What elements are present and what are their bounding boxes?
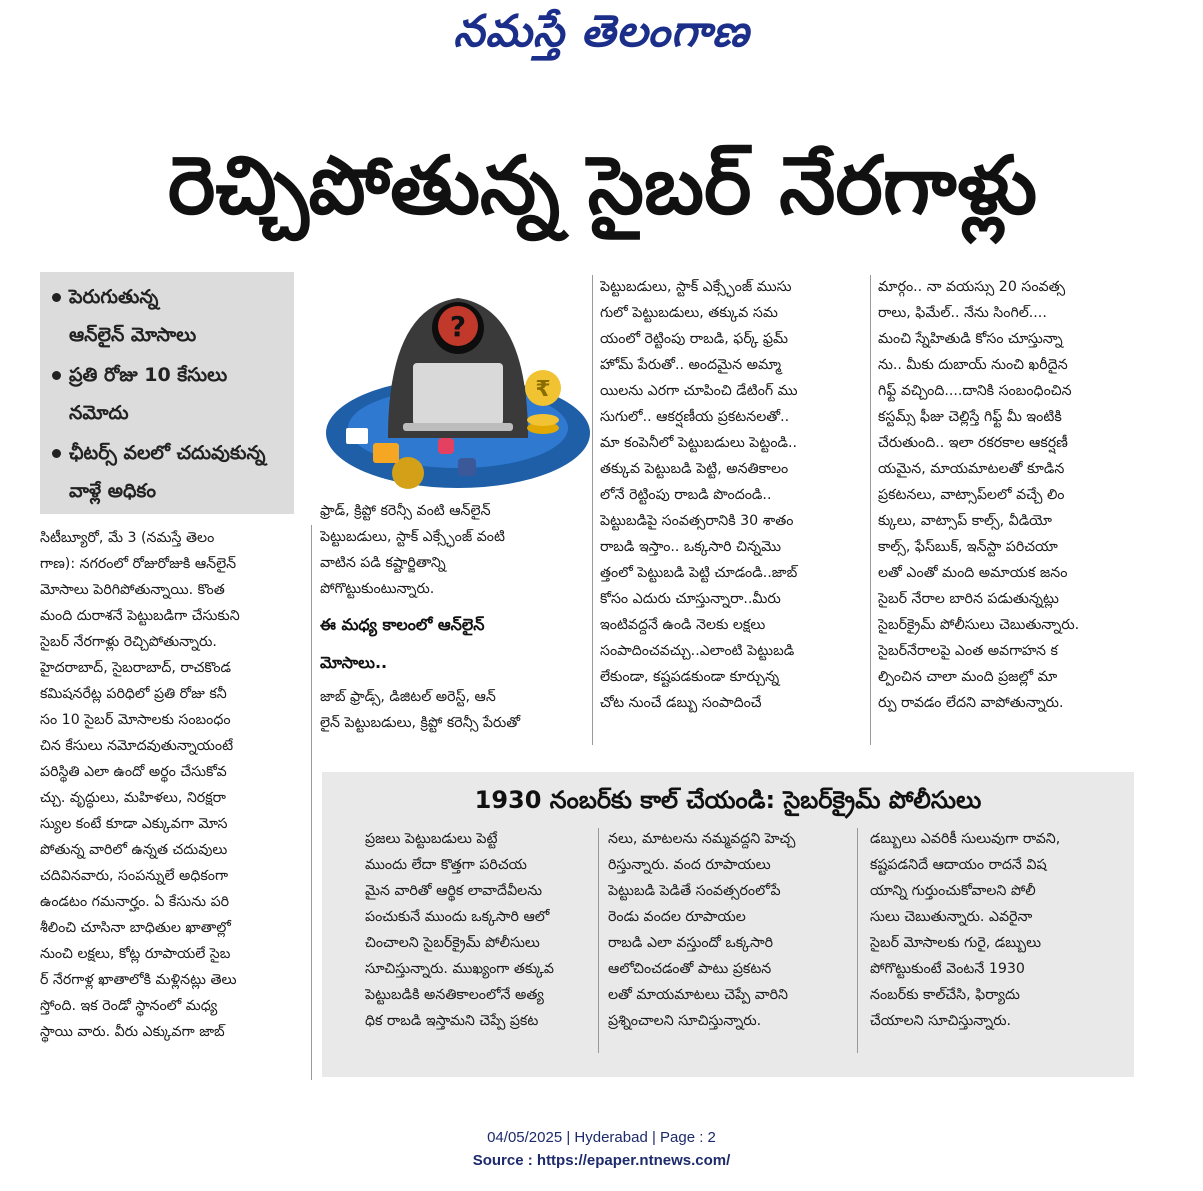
text-line: గులో పెట్టుబడులు, తక్కువ సమ	[600, 305, 778, 321]
article-column-1	[40, 525, 302, 1085]
section-subhead: ఈ మధ్య కాలంలో ఆన్‌లైన్	[320, 615, 485, 634]
page-info: 04/05/2025 | Hyderabad | Page : 2	[487, 1129, 716, 1146]
text-line: డబ్బులు ఎవరికీ సులువుగా రావని,	[870, 831, 1061, 847]
helpline-column-1	[365, 826, 585, 1056]
highlights-box	[40, 272, 294, 514]
text-line: పెట్టుబడులు, స్టాక్ ఎక్స్ఛేంజ్ వంటి	[320, 529, 505, 545]
text-line: చిన కేసులు నమోదవుతున్నాయంటే	[40, 738, 234, 754]
text-line: ప్రశ్నించాలని సూచిస్తున్నారు.	[608, 1013, 762, 1029]
helpline-column-2-text	[608, 826, 840, 1034]
text-line: హైదరాబాద్, సైబరాబాద్, రాచకొండ	[40, 660, 232, 676]
highlight-item: ఛీటర్స్ వలలో చదువుకున్న	[52, 438, 265, 468]
text-line: సం 10 సైబర్ మోసాలకు సంబంధం	[40, 712, 231, 728]
headline: రెచ్చిపోతున్న సైబర్ నేరగాళ్లు	[167, 139, 1038, 232]
text-line: లైన్ పెట్టుబడులు, క్రిప్టో కరెన్సీ పేరుతో	[320, 715, 521, 731]
column-2-text-after	[320, 684, 582, 736]
text-line: పరిస్థితి ఎలా ఉందో అర్థం చేసుకోవ	[40, 764, 227, 780]
text-line: సూచిస్తున్నారు. ముఖ్యంగా తక్కువ	[365, 961, 554, 977]
text-line: లోనే రెట్టింపు రాబడి పొందండి..	[600, 487, 772, 503]
column-divider	[311, 525, 312, 1080]
highlight-item-cont: వాళ్లే అధికం	[69, 480, 156, 502]
hacker-illustration	[318, 268, 590, 496]
text-line: ర్పు రావడం లేదని వాపోతున్నారు.	[878, 695, 1064, 711]
helpline-column-1-text	[365, 826, 585, 1034]
text-line: స్థాయి వారు. వీరు ఎక్కువగా జాబ్	[40, 1024, 225, 1040]
text-line: క్కులు, వాట్సాప్ కాల్స్, వీడియో	[878, 513, 1052, 529]
text-line: చ్చు. వృద్ధులు, మహిళలు, నిరక్షరా	[40, 790, 226, 806]
text-line: సైబర్‌క్రైమ్ పోలీసులు చెబుతున్నారు.	[878, 617, 1080, 633]
text-line: ఫ్రాడ్, క్రిప్టో కరెన్సీ వంటి ఆన్‌లైన్	[320, 503, 491, 519]
text-line: త్తంలో పెట్టుబడి పెట్టి చూడండి..జాబ్	[600, 565, 798, 581]
helpline-column-3	[870, 826, 1110, 1056]
text-line: చదివినవారు, సంపన్నులే అధికంగా	[40, 868, 229, 884]
instagram-icon	[438, 438, 454, 454]
text-line: ఉండటం గమనార్హం. ఏ కేసును పరి	[40, 894, 230, 910]
text-line: గిఫ్ట్ వచ్చింది....దానికి సంబంధించిన	[878, 383, 1072, 399]
text-line: కస్టమ్స్ ఫీజు చెల్లిస్తే గిఫ్ట్ మీ ఇంటికి	[878, 409, 1062, 425]
text-line: పోతున్న వారిలో ఉన్నత చదువులు	[40, 842, 228, 858]
bullet-icon	[52, 449, 61, 458]
text-line: లతో ఎంతో మంది అమాయక జనం	[878, 565, 1068, 581]
text-line: సులు చెబుతున్నారు. ఎవరైనా	[870, 909, 1033, 925]
text-line: నంబర్‌కు కాల్‌చేసి, ఫిర్యాదు	[870, 987, 1020, 1003]
text-line: చోట నుంచే డబ్బు సంపాదించే	[600, 695, 762, 711]
text-line: రాలు, ఫిమేల్.. నేను సింగిల్....	[878, 305, 1047, 321]
text-line: సైబర్ నేరాల బారిన పడుతున్నట్లు	[878, 591, 1059, 607]
column-divider	[870, 275, 871, 745]
text-line: హోమ్ పేరుతో.. అందమైన అమ్మా	[600, 357, 782, 373]
text-line: రాబడి ఎలా వస్తుందో ఒక్కసారి	[608, 935, 774, 951]
text-line: శీలించి చూసినా బాధితుల ఖాతాల్లో	[40, 920, 231, 936]
helpline-column-3-text	[870, 826, 1110, 1034]
text-line: స్యుల కంటే కూడా ఎక్కువగా మోస	[40, 816, 228, 832]
text-line: ప్రజలు పెట్టుబడులు పెట్టే	[365, 831, 498, 847]
text-line: ల్పించిన చాలా మంది ప్రజల్లో మా	[878, 669, 1058, 685]
text-line: రెండు వందల రూపాయల	[608, 909, 746, 925]
helpline-column-2	[608, 826, 840, 1056]
question-mark-icon: ?	[449, 310, 467, 343]
text-line: చేయాలని సూచిస్తున్నారు.	[870, 1013, 1012, 1029]
text-line: పోగొట్టుకుంటున్నారు.	[320, 581, 435, 597]
text-line: యమైన, మాయమాటలతో కూడిన	[878, 461, 1065, 477]
text-line: కాల్స్, ఫేస్‌బుక్, ఇన్‌స్టా పరిచయా	[878, 539, 1058, 555]
text-line: ముందు లేదా కొత్తగా పరిచయ	[365, 857, 527, 873]
text-line: పంచుకునే ముందు ఒక్కసారి ఆలో	[365, 909, 550, 925]
article-column-2	[320, 498, 582, 748]
text-line: తక్కువ పెట్టుబడి పెట్టి, అనతికాలం	[600, 461, 789, 477]
text-line: యాన్ని గుర్తుంచుకోవాలని పోలీ	[870, 883, 1036, 899]
rupee-icon: ₹	[535, 377, 551, 402]
masthead-logo: నమస్తే తెలంగాణ	[453, 6, 750, 57]
helpline-box-title: 1930 నంబర్‌కు కాల్ చేయండి: సైబర్‌క్రైమ్ పోలీసులు	[474, 786, 982, 814]
article-column-4	[878, 274, 1140, 754]
text-line: సైబర్‌నేరాలపై ఎంత అవగాహన క	[878, 643, 1058, 659]
text-line: మైన వారితో ఆర్థిక లావాదేవీలను	[365, 883, 543, 899]
bullet-icon	[52, 371, 61, 380]
article-column-3	[600, 274, 862, 754]
text-line: లేకుండా, కష్టపడకుండా కూర్చున్న	[600, 669, 780, 685]
bullet-icon	[52, 293, 61, 302]
laptop-icon	[346, 428, 368, 444]
column-4-text	[878, 274, 1140, 716]
text-line: సిటీబ్యూరో, మే 3 (నమస్తే తెలం	[40, 530, 215, 546]
text-line: కష్టపడనిదే ఆదాయం రాదనే విష	[870, 857, 1047, 873]
text-line: పోగొట్టుకుంటే వెంటనే 1930	[870, 961, 1025, 977]
text-line: పెట్టుబడికి అనతికాలంలోనే అత్య	[365, 987, 544, 1003]
text-line: యిలను ఎరగా చూపించి డేటింగ్ ము	[600, 383, 798, 399]
text-line: పెట్టుబడిపై సంవత్సరానికి 30 శాతం	[600, 513, 794, 529]
text-line: మార్గం.. నా వయస్సు 20 సంవత్స	[878, 279, 1066, 295]
text-line: ను.. మీకు దుబాయ్ నుంచి ఖరీదైన	[878, 357, 1068, 373]
highlight-item-cont: నమోదు	[69, 402, 129, 424]
column-2-text	[320, 498, 582, 602]
text-line: నుంచి లక్షలు, కోట్ల రూపాయలే సైబ	[40, 946, 231, 962]
text-line: స్తోంది. ఇక రెండో స్థానంలో మధ్య	[40, 998, 218, 1014]
text-line: ఇంటివద్దనే ఉండి నెలకు లక్షలు	[600, 617, 766, 633]
highlight-item-cont: ఆన్‌లైన్ మోసాలు	[69, 324, 197, 346]
column-divider	[592, 275, 593, 745]
text-line: నలు, మాటలను నమ్మవద్దని హెచ్చ	[608, 831, 796, 847]
card-icon	[373, 443, 399, 463]
text-line: చేరుతుంది.. ఇలా రకరకాల ఆకర్షణీ	[878, 435, 1068, 451]
text-line: కమిషనరేట్ల పరిధిలో ప్రతి రోజు కనీ	[40, 686, 227, 702]
text-line: రాబడి ఇస్తాం.. ఒక్కసారి చిన్నమొ	[600, 539, 782, 555]
text-line: సైబర్ మోసాలకు గురై, డబ్బులు	[870, 935, 1042, 951]
text-line: మంది దురాశనే పెట్టుబడిగా చేసుకుని	[40, 608, 240, 624]
text-line: వాటిన పడి కష్టార్జితాన్ని	[320, 555, 446, 571]
section-subhead-cont: మోసాలు..	[320, 653, 388, 672]
text-line: చించాలని సైబర్‌క్రైమ్ పోలీసులు	[365, 935, 540, 951]
source-link[interactable]: Source : https://epaper.ntnews.com/	[472, 1152, 731, 1169]
column-divider	[598, 828, 599, 1053]
column-divider	[857, 828, 858, 1053]
text-line: జాబ్ ఫ్రాడ్స్, డిజిటల్ అరెస్ట్, ఆన్	[320, 689, 496, 705]
text-line: సుగులో.. ఆకర్షణీయ ప్రకటనలతో..	[600, 409, 790, 425]
text-line: మా కంపెనీలో పెట్టుబడులు పెట్టండి..	[600, 435, 798, 451]
text-line: పెట్టుబడి పెడితే సంవత్సరంలోపే	[608, 883, 781, 899]
text-line: ప్రకటనలు, వాట్సాప్‌లలో వచ్చే లిం	[878, 487, 1065, 503]
column-1-text	[40, 525, 302, 1045]
text-line: సైబర్ నేరగాళ్లు రెచ్చిపోతున్నారు.	[40, 634, 217, 650]
text-line: మోసాలు పెరిగిపోతున్నాయి. కొంత	[40, 582, 225, 598]
text-line: లతో మాయమాటలు చెప్పే వారిని	[608, 987, 788, 1003]
highlight-item: పెరుగుతున్న	[52, 282, 158, 312]
text-line: కోసం ఎదురు చూస్తున్నారా..మీరు	[600, 591, 781, 607]
text-line: రిస్తున్నారు. వంద రూపాయలు	[608, 857, 771, 873]
highlight-item: ప్రతి రోజు 10 కేసులు	[52, 360, 227, 390]
facebook-icon	[458, 458, 476, 476]
text-line: ఆలోచించడంతో పాటు ప్రకటన	[608, 961, 772, 977]
text-line: ర్ నేరగాళ్ల ఖాతాలోకి మళ్లినట్లు తెలు	[40, 972, 237, 988]
text-line: గాణ): నగరంలో రోజురోజుకి ఆన్‌లైన్	[40, 556, 237, 572]
column-3-text	[600, 274, 862, 716]
text-line: మంచి స్నేహితుడి కోసం చూస్తున్నా	[878, 331, 1063, 347]
text-line: యంలో రెట్టింపు రాబడి, ఫర్క్ ఫ్రమ్	[600, 331, 789, 347]
text-line: సంపాదించవచ్చు..ఎలాంటి పెట్టుబడి	[600, 643, 795, 659]
text-line: పెట్టుబడులు, స్టాక్ ఎక్స్ఛేంజ్ ముసు	[600, 279, 792, 295]
text-line: ధిక రాబడి ఇస్తామని చెప్పే ప్రకట	[365, 1013, 539, 1029]
